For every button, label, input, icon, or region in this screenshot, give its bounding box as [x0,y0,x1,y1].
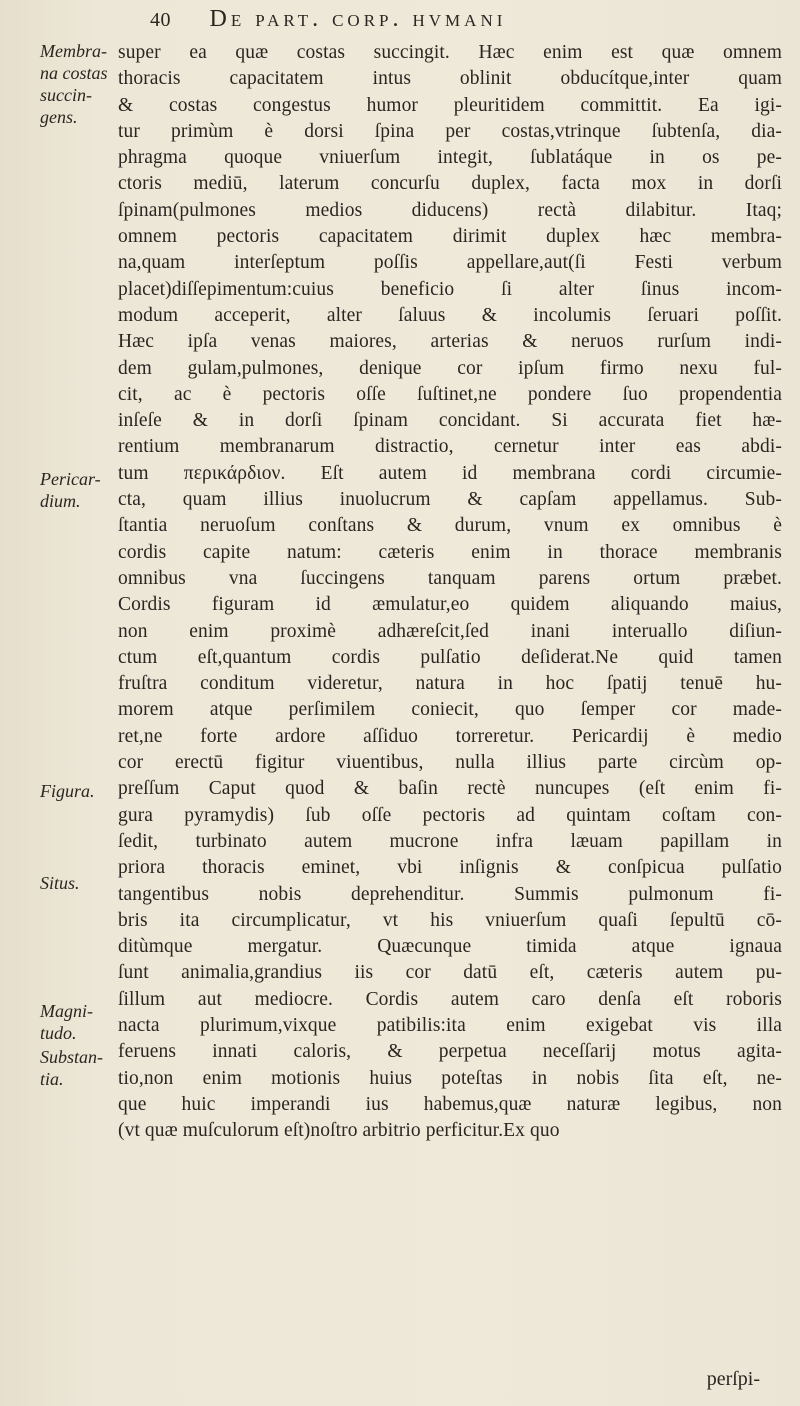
text-line: thoracis capacitatem intus oblinit obducítque,inter quam [118,68,782,90]
margin-note-pericardium [40,468,130,512]
margin-note-line: Pericar- [40,469,101,489]
margin-note-line: tia. [40,1069,64,1089]
text-line: (vt quæ muſculorum eſt)noſtro arbitrio perficitur.Ex quo [118,1120,560,1142]
text-line: Hæc ipſa venas maiores, arterias & neruos rurſum indi- [118,331,782,353]
margin-note-situs [40,872,130,894]
margin-note-magnitudo [40,1000,130,1044]
text-line: phragma quoque vniuerſum integit, ſublatáque in os pe- [118,147,782,169]
text-line: que huic imperandi ius habemus,quæ naturæ legibus, non [118,1093,782,1115]
text-line: cta, quam illius inuolucrum & capſam appellamus. Sub- [118,489,782,511]
text-line: tum περικάρδιον. Eſt autem id membrana cordi circumie- [118,462,782,484]
margin-note-line: tudo. [40,1023,77,1043]
text-line: feruens innati caloris, & perpetua neceſſarij motus agita- [118,1041,782,1063]
text-line: ditùmque mergatur. Quæcunque timida atque ignaua [118,936,782,958]
text-line: omnem pectoris capacitatem dirimit duplex hæc membra- [118,226,782,248]
margin-note-membrana [40,40,130,128]
text-line: tio,non enim motionis huius poteſtas in nobis ſita eſt, ne- [118,1067,782,1089]
text-line: placet)diſſepimentum:cuius beneficio ſi alter ſinus incom- [118,278,782,300]
text-line: modum acceperit, alter ſaluus & incolumis ſeruari poſſit. [118,304,782,326]
text-line: cor erectū figitur viuentibus, nulla illius parte circùm op- [118,752,782,774]
text-line: dem gulam,pulmones, denique cor ipſum firmo nexu ful- [118,357,782,379]
margin-note-figura [40,780,130,802]
text-line: fruſtra conditum videretur, natura in hoc ſpatij tenuē hu- [118,673,782,695]
text-line: & costas congestus humor pleuritidem committit. Ea igi- [118,94,782,116]
text-line: ctoris mediū, laterum concurſu duplex, facta mox in dorſi [118,173,782,195]
text-line: preſſum Caput quod & baſin rectè nuncupes (eſt enim fi- [118,778,782,800]
text-line: ſpinam(pulmones medios diducens) rectà dilabitur. Itaq; [118,199,782,221]
margin-note-line: Substan- [40,1047,103,1067]
text-line: non enim proximè adhæreſcit,ſed inani interuallo diſiun- [118,620,782,642]
text-line: cit, ac è pectoris oſſe ſuſtinet,ne pondere ſuo propendentia [118,383,782,405]
text-line: tangentibus nobis deprehenditur. Summis pulmonum fi- [118,883,782,905]
margin-note-line: Figura. [40,781,95,801]
text-line: gura pyramydis) ſub oſſe pectoris ad quintam coſtam con- [118,804,782,826]
text-line: bris ita circumplicatur, vt his vniuerſum quaſi ſepultū cō- [118,909,782,931]
text-line: Cordis figuram id æmulatur,eo quidem aliquando maius, [118,594,782,616]
text-line: na,quam interſeptum poſſis appellare,aut(ſi Festi verbum [118,252,782,274]
text-line: ſedit, turbinato autem mucrone infra læuam papillam in [118,830,782,852]
margin-note-line: succin- [40,85,92,105]
text-line: ſunt animalia,grandius iis cor datū eſt, cæteris autem pu- [118,962,782,984]
text-line: priora thoracis eminet, vbi inſignis & conſpicua pulſatio [118,857,782,879]
margin-note-line: Magni- [40,1001,93,1021]
text-line: tur primùm è dorsi ſpina per costas,vtrinque ſubtenſa, dia- [118,120,782,142]
text-line: rentium membranarum distractio, cernetur inter eas abdi- [118,436,782,458]
text-line: ret,ne forte ardore aſſiduo torreretur. Pericardij è medio [118,725,782,747]
margin-note-line: dium. [40,491,81,511]
text-line: nacta plurimum,vixque patibilis:ita enim exigebat vis illa [118,1014,782,1036]
text-line: cordis capite natum: cæteris enim in thorace membranis [118,541,782,563]
text-line: omnibus vna ſuccingens tanquam parens ortum præbet. [118,567,782,589]
margin-note-line: na costas [40,63,108,83]
catchword: perſpi- [706,1368,760,1390]
running-title: De part. corp. hvmani [209,6,507,32]
text-line: ſillum aut mediocre. Cordis autem caro denſa eſt roboris [118,988,782,1010]
body-text [118,40,782,1144]
margin-note-line: gens. [40,107,78,127]
margin-note-substantia [40,1046,130,1090]
text-line: super ea quæ costas succingit. Hæc enim est quæ omnem [118,42,782,63]
page-header [150,6,750,38]
margin-note-line: Situs. [40,873,80,893]
margin-note-line: Membra- [40,41,107,61]
text-line: inſeſe & in dorſi ſpinam concidant. Si accurata fiet hæ- [118,410,782,432]
text-line: ctum eſt,quantum cordis pulſatio deſiderat.Ne quid tamen [118,646,782,668]
page-number: 40 [150,9,171,31]
text-line: morem atque perſimilem coniecit, quo ſemper cor made- [118,699,782,721]
text-line: ſtantia neruoſum conſtans & durum, vnum ex omnibus è [118,515,782,537]
